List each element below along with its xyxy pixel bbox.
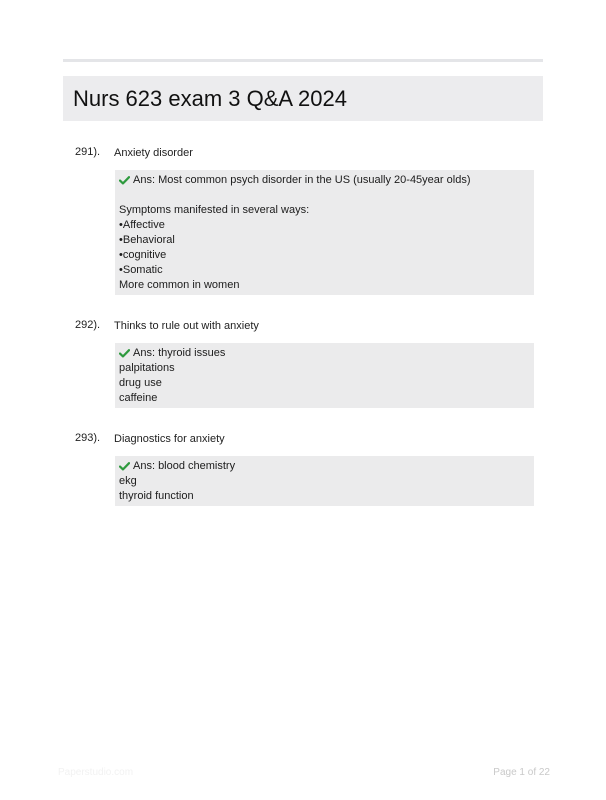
check-icon (119, 173, 130, 188)
answer-line (119, 188, 530, 203)
answer-box (115, 170, 534, 295)
answer-line: palpitations (119, 362, 175, 374)
answer-line: ekg (119, 475, 137, 487)
answer-line: •Behavioral (119, 234, 175, 246)
answer-line: •cognitive (119, 249, 167, 261)
question-number: 291). (75, 146, 101, 158)
answer-text: Ans: Most common psych disorder in the US (usually 20-45year olds) (133, 174, 471, 186)
answer-line: •Somatic (119, 264, 163, 276)
answer-box (115, 456, 534, 506)
answer-line: Symptoms manifested in several ways: (119, 204, 310, 216)
answer-box (115, 343, 534, 408)
check-icon (119, 346, 130, 361)
question-number: 293). (75, 432, 101, 444)
footer-watermark: Paperstudio.com (58, 767, 134, 778)
question-text: Thinks to rule out with anxiety (114, 320, 259, 332)
answer-line: drug use (119, 377, 162, 389)
top-divider (63, 59, 543, 62)
answer-line: thyroid function (119, 490, 194, 502)
answer-first-line (119, 459, 530, 474)
answer-line: More common in women (119, 279, 240, 291)
question-number: 292). (75, 319, 101, 331)
answer-text: Ans: blood chemistry (133, 460, 236, 472)
question-text: Anxiety disorder (114, 147, 193, 159)
answer-text: Ans: thyroid issues (133, 347, 226, 359)
answer-first-line (119, 346, 530, 361)
answer-line: •Affective (119, 219, 165, 231)
page-title: Nurs 623 exam 3 Q&A 2024 (73, 86, 347, 111)
answer-line: caffeine (119, 392, 158, 404)
question-text: Diagnostics for anxiety (114, 433, 225, 445)
answer-first-line (119, 173, 530, 188)
title-banner (63, 76, 543, 121)
check-icon (119, 459, 130, 474)
page-number: Page 1 of 22 (493, 767, 550, 778)
